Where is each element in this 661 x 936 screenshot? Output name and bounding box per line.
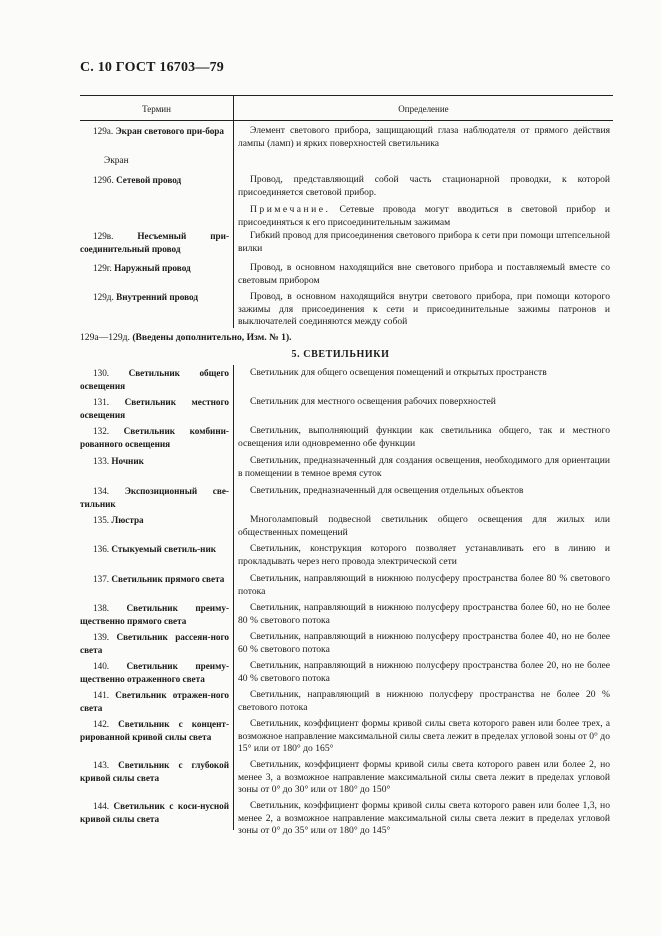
definition-141: Светильник, направляющий в нижнюю полусферу пространства не более 20 % светового потока: [238, 689, 610, 713]
term-137: 137. Светильник прямого света: [93, 574, 225, 584]
term-129g: 129г. Наружный провод: [93, 263, 191, 273]
definition-129v: Гибкий провод для присоединения светового прибора к сети при помощи штепсельной вилки: [238, 230, 610, 254]
column-header-definition: Определение: [398, 104, 449, 114]
term-134: 134. Экспозиционный све-тильник: [80, 486, 229, 509]
sub-term-screen: Экран: [104, 156, 129, 166]
term-138: 138. Светильник преиму-щественно прямого света: [80, 603, 230, 626]
term-130: 130. Светильник общего освещения: [80, 368, 230, 391]
definition-136: Светильник, конструкция которого позволяет устанавливать его в линию и прокладывать через него провода электрической сети: [238, 543, 610, 567]
definition-129d: Провод, в основном находящийся внутри светового прибора, при помощи которого зажимы для присоединения к сети и присоединительные зажимы патронов и выключателей соединяются между собой: [238, 291, 610, 328]
term-136: 136. Стыкуемый светиль-ник: [93, 544, 217, 554]
definition-133: Светильник, предназначенный для создания освещения, необходимого для ориентации в помещении в темное время суток: [238, 455, 610, 479]
definition-140: Светильник, направляющий в нижнюю полусферу пространства более 20, но не более 40 % светового потока: [238, 660, 610, 684]
definition-129g: Провод, в основном находящийся вне светового прибора и поставляемый вместе со световым прибором: [238, 262, 610, 286]
column-divider-section: [233, 365, 234, 830]
amendment-note: 129а—129д. (Введены дополнительно, Изм. № 1).: [80, 332, 292, 343]
page-header: С. 10 ГОСТ 16703—79: [80, 60, 224, 75]
term-129v: 129в. Несъемный при-соединительный провод: [80, 231, 230, 254]
term-144: 144. Светильник с коси-нусной кривой силы света: [80, 801, 229, 824]
definition-130: Светильник для общего освещения помещений и открытых пространств: [250, 367, 547, 378]
section-title: 5. СВЕТИЛЬНИКИ: [291, 349, 390, 360]
term-142: 142. Светильник с концент-рированной кривой силы света: [80, 719, 230, 742]
term-132: 132. Светильник комбини-рованного освещения: [80, 426, 229, 449]
term-140: 140. Светильник преиму-щественно отраженного света: [80, 661, 230, 684]
term-131: 131. Светильник местного освещения: [80, 397, 230, 420]
term-141: 141. Светильник отражен-ного света: [80, 690, 229, 713]
definition-134: Светильник, предназначенный для освещения отдельных объектов: [250, 485, 524, 496]
definition-137: Светильник, направляющий в нижнюю полусферу пространства более 80 % светового потока: [238, 573, 610, 597]
term-133: 133. Ночник: [93, 456, 144, 466]
column-divider-body: [233, 120, 234, 328]
definition-142: Светильник, коэффициент формы кривой силы света которого равен или более трех, а возможное направление максимальной силы света лежит в пределах угловой зоны от 0° до 15° или от 180° до 165°: [238, 718, 610, 755]
term-129a: 129а. Экран светового при-бора: [93, 126, 224, 136]
table-head-rule: [80, 120, 613, 121]
definition-135: Многоламповый подвесной светильник общего освещения для жилых или общественных помещений: [238, 514, 610, 538]
definition-143: Светильник, коэффициент формы кривой силы света которого равен или более 2, но менее 3, а возможное направление максимальной силы света лежит в пределах угловой зоны от 0° до 30° или от 180° до 150°: [238, 759, 610, 796]
term-139: 139. Светильник рассеян-ного света: [80, 632, 229, 655]
term-143: 143. Светильник с глубокой кривой силы света: [80, 760, 229, 783]
definition-144: Светильник, коэффициент формы кривой силы света которого равен или более 1,3, но менее 2, а возможное направление максимальной силы света лежит в пределах угловой зоны от 0° до 35° или от 180° до 145°: [238, 800, 610, 837]
definition-132: Светильник, выполняющий функции как светильника общего, так и местного освещения или одновременно обе функции: [238, 425, 610, 449]
definition-129b: Провод, представляющий собой часть стационарной проводки, к которой присоединяется световой прибор.: [238, 174, 610, 198]
definition-131: Светильник для местного освещения рабочих поверхностей: [250, 396, 496, 407]
definition-139: Светильник, направляющий в нижнюю полусферу пространства более 40, но не более 60 % светового потока: [238, 631, 610, 655]
definition-129a: Элемент светового прибора, защищающий глаза наблюдателя от прямого действия лампы (ламп) и ярких поверхностей светильника: [238, 125, 610, 149]
column-header-term: Термин: [142, 104, 171, 114]
table-top-rule: [80, 95, 613, 96]
term-135: 135. Люстра: [93, 515, 144, 525]
definition-138: Светильник, направляющий в нижнюю полусферу пространства более 60, но не более 80 % светового потока: [238, 602, 610, 626]
term-129d: 129д. Внутренний провод: [93, 292, 199, 302]
note-129b: Примечание. Сетевые провода могут вводиться в световой прибор и присоединяться к его присоединительным зажимам: [238, 204, 610, 228]
term-129b: 129б. Сетевой провод: [93, 175, 182, 185]
